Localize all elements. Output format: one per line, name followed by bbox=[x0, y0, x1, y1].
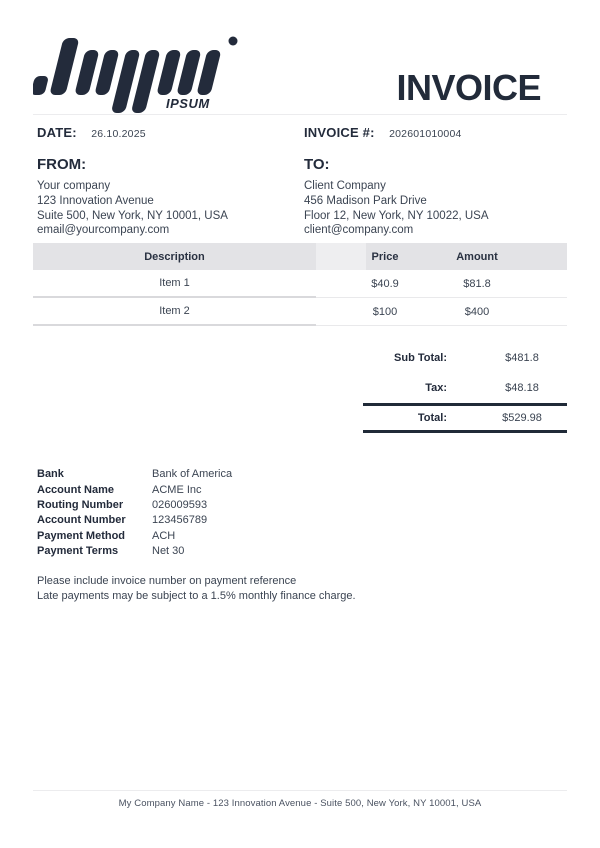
title-block bbox=[243, 67, 567, 114]
payment-value: Net 30 bbox=[152, 545, 185, 558]
payment-detail-row bbox=[37, 483, 567, 498]
meta-row bbox=[33, 124, 567, 142]
tax-value: $48.18 bbox=[505, 382, 539, 395]
payment-label: Payment Method bbox=[37, 529, 126, 542]
invoice-number-label: INVOICE #: bbox=[304, 125, 375, 140]
payment-value: 026009593 bbox=[152, 499, 208, 511]
payment-detail-row bbox=[37, 498, 567, 513]
logo bbox=[33, 36, 243, 114]
table-row bbox=[33, 298, 567, 326]
invoice-title: INVOICE bbox=[396, 67, 541, 108]
column-header-description: Description bbox=[33, 243, 316, 270]
from-company: Your company bbox=[37, 180, 111, 192]
total-label: Total: bbox=[417, 412, 447, 425]
notes-line: Late payments may be subject to a 1.5% monthly finance charge. bbox=[37, 590, 356, 603]
items-table-header bbox=[33, 243, 567, 270]
parties bbox=[33, 156, 567, 238]
from-address-line: Suite 500, New York, NY 10001, USA bbox=[37, 209, 228, 222]
payment-label: Payment Terms bbox=[37, 545, 119, 558]
invoice-number-value: 202601010004 bbox=[389, 128, 462, 140]
cell-price: $40.9 bbox=[366, 270, 404, 298]
payment-details bbox=[33, 467, 567, 559]
from-block bbox=[33, 156, 300, 238]
notes bbox=[33, 574, 567, 605]
logo-ipsum-label: IPSUM bbox=[166, 96, 210, 111]
from-heading: FROM: bbox=[37, 156, 87, 173]
date-label: DATE: bbox=[37, 125, 77, 140]
total-row bbox=[363, 403, 567, 433]
tax-label: Tax: bbox=[425, 382, 447, 395]
cell-description: Item 1 bbox=[33, 270, 316, 298]
footer-text: My Company Name - 123 Innovation Avenue - Suite 500, New York, NY 10001, USA bbox=[118, 798, 482, 809]
payment-value: ACME Inc bbox=[152, 483, 202, 496]
total-value: $529.98 bbox=[502, 412, 542, 425]
column-header-amount: Amount bbox=[404, 243, 567, 270]
from-email: email@yourcompany.com bbox=[37, 224, 170, 237]
invoice-number-block bbox=[300, 124, 567, 142]
payment-label: Account Number bbox=[37, 514, 126, 527]
footer bbox=[33, 790, 567, 809]
payment-value: ACH bbox=[152, 529, 176, 542]
logo-wordmark bbox=[33, 36, 243, 114]
payment-label: Account Name bbox=[37, 483, 115, 496]
payment-label: Bank bbox=[37, 468, 64, 481]
from-address-line: 123 Innovation Avenue bbox=[37, 194, 154, 207]
date-value: 26.10.2025 bbox=[91, 128, 146, 140]
to-company: Client Company bbox=[304, 180, 386, 192]
to-address-line: Floor 12, New York, NY 10022, USA bbox=[304, 209, 489, 222]
cell-amount: $400 bbox=[404, 298, 567, 326]
subtotal-value: $481.8 bbox=[505, 352, 539, 365]
subtotal-label: Sub Total: bbox=[394, 352, 447, 365]
payment-label: Routing Number bbox=[37, 499, 124, 511]
cell-amount: $81.8 bbox=[404, 270, 567, 298]
payment-detail-row bbox=[37, 544, 567, 559]
column-gap bbox=[316, 243, 366, 270]
to-heading: TO: bbox=[304, 156, 330, 173]
cell-gap bbox=[316, 298, 366, 326]
payment-value: 123456789 bbox=[152, 514, 208, 527]
subtotal-row bbox=[363, 343, 567, 373]
cell-gap bbox=[316, 270, 366, 298]
header bbox=[33, 37, 567, 115]
notes-line: Please include invoice number on payment reference bbox=[37, 574, 297, 587]
date-block bbox=[33, 124, 300, 142]
totals bbox=[363, 343, 567, 433]
payment-detail-row bbox=[37, 467, 567, 482]
table-row bbox=[33, 270, 567, 298]
column-header-price: Price bbox=[366, 243, 404, 270]
to-email: client@company.com bbox=[304, 224, 414, 237]
payment-value: Bank of America bbox=[152, 468, 233, 481]
tax-row bbox=[363, 373, 567, 403]
to-block bbox=[300, 156, 567, 238]
cell-description: Item 2 bbox=[33, 298, 316, 326]
logo-dot bbox=[229, 37, 238, 46]
items-table bbox=[33, 243, 567, 326]
cell-price: $100 bbox=[366, 298, 404, 326]
payment-detail-row bbox=[37, 529, 567, 544]
payment-detail-row bbox=[37, 513, 567, 528]
to-address-line: 456 Madison Park Drive bbox=[304, 194, 427, 207]
